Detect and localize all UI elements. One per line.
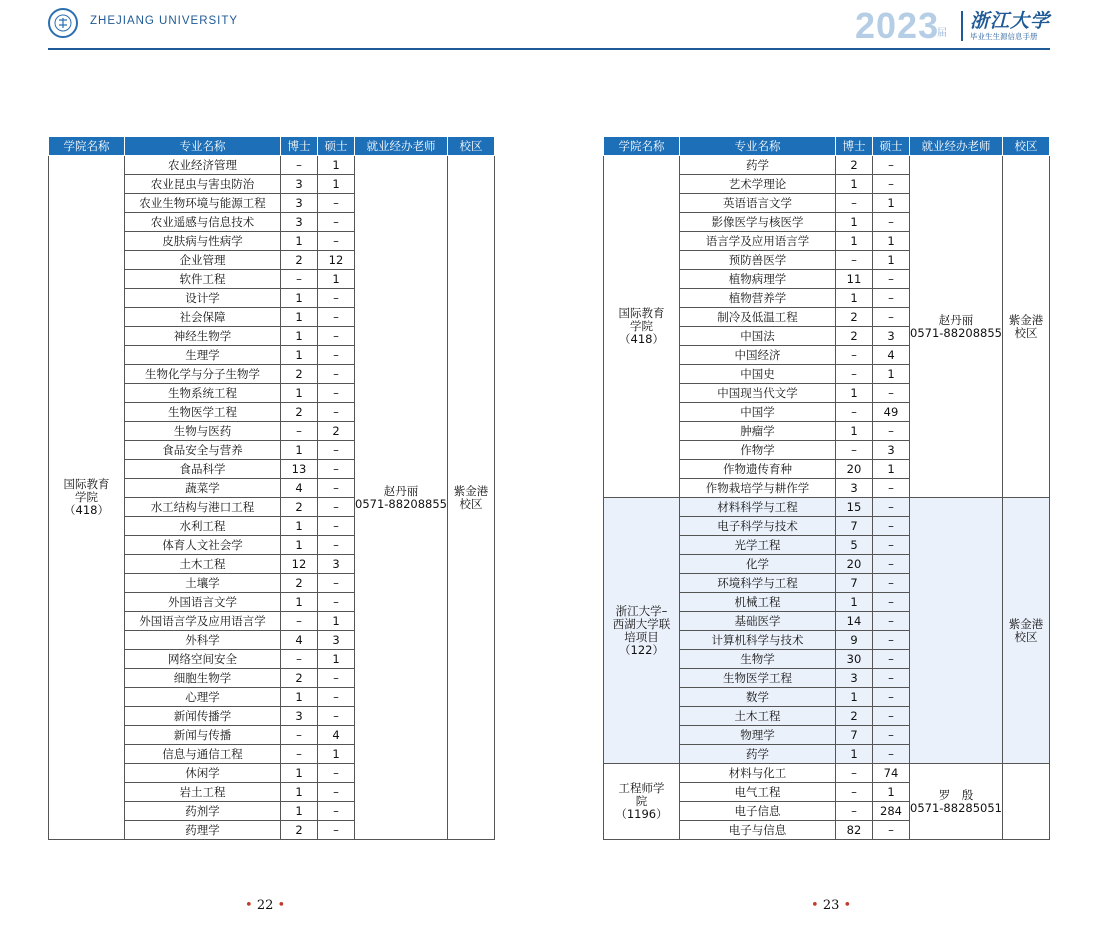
master-count-cell: – xyxy=(318,232,355,251)
major-cell: 社会保障 xyxy=(125,308,281,327)
master-count-cell: – xyxy=(318,213,355,232)
column-header: 校区 xyxy=(1003,137,1050,156)
major-cell: 生物系统工程 xyxy=(125,384,281,403)
major-cell: 生物与医药 xyxy=(125,422,281,441)
major-cell: 基础医学 xyxy=(680,612,836,631)
college-cell: 国际教育 学院 （418） xyxy=(604,156,680,498)
column-header: 博士 xyxy=(281,137,318,156)
edition-year: 2023 xyxy=(855,5,940,46)
master-count-cell: 74 xyxy=(873,764,910,783)
master-count-cell: 1 xyxy=(873,460,910,479)
major-cell: 企业管理 xyxy=(125,251,281,270)
phd-count-cell: 1 xyxy=(836,745,873,764)
table-row xyxy=(49,156,495,175)
master-count-cell: – xyxy=(873,536,910,555)
column-header: 就业经办老师 xyxy=(910,137,1003,156)
master-count-cell: 1 xyxy=(318,650,355,669)
phd-count-cell: – xyxy=(281,726,318,745)
major-cell: 电子与信息 xyxy=(680,821,836,840)
major-cell: 制冷及低温工程 xyxy=(680,308,836,327)
page-number-right: • 23 • xyxy=(811,898,852,913)
master-count-cell: – xyxy=(873,384,910,403)
master-count-cell: – xyxy=(318,479,355,498)
phd-count-cell: 1 xyxy=(281,802,318,821)
right-page-table xyxy=(603,136,1050,840)
master-count-cell: – xyxy=(873,422,910,441)
master-count-cell: – xyxy=(873,498,910,517)
major-cell: 农业生物环境与能源工程 xyxy=(125,194,281,213)
major-cell: 数学 xyxy=(680,688,836,707)
major-cell: 植物病理学 xyxy=(680,270,836,289)
handbook-subtitle: 毕业生生源信息手册 xyxy=(970,32,1038,41)
major-cell: 蔬菜学 xyxy=(125,479,281,498)
master-count-cell: 2 xyxy=(318,422,355,441)
master-count-cell: 3 xyxy=(318,631,355,650)
phd-count-cell: 3 xyxy=(281,213,318,232)
phd-count-cell: 2 xyxy=(836,707,873,726)
master-count-cell: 3 xyxy=(318,555,355,574)
master-count-cell: – xyxy=(873,213,910,232)
phd-count-cell: 1 xyxy=(281,441,318,460)
phd-count-cell: 1 xyxy=(281,536,318,555)
major-cell: 中国现当代文学 xyxy=(680,384,836,403)
major-cell: 作物栽培学与耕作学 xyxy=(680,479,836,498)
master-count-cell: – xyxy=(318,384,355,403)
master-count-cell: 3 xyxy=(873,327,910,346)
major-cell: 生物医学工程 xyxy=(680,669,836,688)
master-count-cell: 1 xyxy=(318,745,355,764)
college-cell: 浙江大学– 西湖大学联 培项目 （122） xyxy=(604,498,680,764)
phd-count-cell: 4 xyxy=(281,479,318,498)
phd-count-cell: 1 xyxy=(836,175,873,194)
master-count-cell: – xyxy=(318,821,355,840)
header-rule xyxy=(48,48,1050,50)
major-cell: 新闻传播学 xyxy=(125,707,281,726)
master-count-cell: 1 xyxy=(318,270,355,289)
major-cell: 材料科学与工程 xyxy=(680,498,836,517)
table-row xyxy=(604,764,1050,783)
master-count-cell: – xyxy=(873,555,910,574)
major-cell: 生物学 xyxy=(680,650,836,669)
teacher-cell xyxy=(910,498,1003,764)
phd-count-cell: 1 xyxy=(281,783,318,802)
master-count-cell: – xyxy=(873,707,910,726)
phd-count-cell: – xyxy=(281,422,318,441)
phd-count-cell: – xyxy=(836,441,873,460)
master-count-cell: 1 xyxy=(318,175,355,194)
major-cell: 光学工程 xyxy=(680,536,836,555)
phd-count-cell: 1 xyxy=(281,289,318,308)
master-count-cell: – xyxy=(318,517,355,536)
phd-count-cell: – xyxy=(836,764,873,783)
phd-count-cell: 3 xyxy=(281,707,318,726)
campus-cell xyxy=(1003,764,1050,840)
master-count-cell: – xyxy=(318,764,355,783)
master-count-cell: 1 xyxy=(318,612,355,631)
master-count-cell: 1 xyxy=(873,251,910,270)
major-cell: 生物医学工程 xyxy=(125,403,281,422)
phd-count-cell: 1 xyxy=(281,593,318,612)
campus-cell: 紫金港 校区 xyxy=(448,156,495,840)
major-cell: 药学 xyxy=(680,156,836,175)
phd-count-cell: 1 xyxy=(836,289,873,308)
major-cell: 作物遗传育种 xyxy=(680,460,836,479)
major-cell: 水工结构与港口工程 xyxy=(125,498,281,517)
major-cell: 休闲学 xyxy=(125,764,281,783)
master-count-cell: – xyxy=(873,270,910,289)
master-count-cell: – xyxy=(318,327,355,346)
phd-count-cell: 82 xyxy=(836,821,873,840)
column-header: 学院名称 xyxy=(604,137,680,156)
major-cell: 中国学 xyxy=(680,403,836,422)
major-cell: 电子科学与技术 xyxy=(680,517,836,536)
phd-count-cell: 1 xyxy=(836,213,873,232)
major-cell: 岩土工程 xyxy=(125,783,281,802)
master-count-cell: – xyxy=(318,460,355,479)
column-header: 就业经办老师 xyxy=(355,137,448,156)
phd-count-cell: 15 xyxy=(836,498,873,517)
major-cell: 药剂学 xyxy=(125,802,281,821)
master-count-cell: – xyxy=(873,650,910,669)
edition-suffix: 届 xyxy=(937,28,947,39)
phd-count-cell: 1 xyxy=(281,384,318,403)
phd-count-cell: 2 xyxy=(281,251,318,270)
major-cell: 语言学及应用语言学 xyxy=(680,232,836,251)
master-count-cell: – xyxy=(873,175,910,194)
major-cell: 机械工程 xyxy=(680,593,836,612)
major-cell: 植物营养学 xyxy=(680,289,836,308)
major-cell: 计算机科学与技术 xyxy=(680,631,836,650)
master-count-cell: – xyxy=(873,308,910,327)
major-cell: 农业昆虫与害虫防治 xyxy=(125,175,281,194)
phd-count-cell: 2 xyxy=(281,669,318,688)
phd-count-cell: – xyxy=(836,403,873,422)
master-count-cell: – xyxy=(873,517,910,536)
major-cell: 食品安全与营养 xyxy=(125,441,281,460)
brand-calligraphy-logo: 浙江大学 xyxy=(970,10,1051,32)
master-count-cell: 12 xyxy=(318,251,355,270)
phd-count-cell: 1 xyxy=(836,232,873,251)
major-cell: 设计学 xyxy=(125,289,281,308)
phd-count-cell: 3 xyxy=(281,194,318,213)
major-cell: 材料与化工 xyxy=(680,764,836,783)
column-header: 硕士 xyxy=(873,137,910,156)
phd-count-cell: 3 xyxy=(281,175,318,194)
phd-count-cell: 4 xyxy=(281,631,318,650)
college-cell: 工程师学 院 （1196） xyxy=(604,764,680,840)
master-count-cell: – xyxy=(318,194,355,213)
master-count-cell: – xyxy=(318,536,355,555)
major-cell: 土木工程 xyxy=(680,707,836,726)
master-count-cell: – xyxy=(318,688,355,707)
master-count-cell: – xyxy=(873,156,910,175)
phd-count-cell: 3 xyxy=(836,669,873,688)
phd-count-cell: 2 xyxy=(281,498,318,517)
column-header: 专业名称 xyxy=(125,137,281,156)
campus-cell: 紫金港 校区 xyxy=(1003,498,1050,764)
column-header: 博士 xyxy=(836,137,873,156)
master-count-cell: – xyxy=(318,707,355,726)
major-cell: 电气工程 xyxy=(680,783,836,802)
master-count-cell: – xyxy=(873,631,910,650)
major-cell: 土木工程 xyxy=(125,555,281,574)
phd-count-cell: 2 xyxy=(281,574,318,593)
phd-count-cell: – xyxy=(836,251,873,270)
master-count-cell: – xyxy=(873,821,910,840)
teacher-cell: 赵丹丽 0571-88208855 xyxy=(355,156,448,840)
college-cell: 国际教育 学院 （418） xyxy=(49,156,125,840)
phd-count-cell: 1 xyxy=(281,308,318,327)
major-cell: 土壤学 xyxy=(125,574,281,593)
major-cell: 生物化学与分子生物学 xyxy=(125,365,281,384)
page-header xyxy=(0,0,1097,56)
phd-count-cell: 1 xyxy=(836,593,873,612)
major-cell: 农业遥感与信息技术 xyxy=(125,213,281,232)
phd-count-cell: 1 xyxy=(281,517,318,536)
master-count-cell: – xyxy=(318,574,355,593)
master-count-cell: – xyxy=(318,669,355,688)
master-count-cell: 1 xyxy=(318,156,355,175)
header-divider xyxy=(961,11,963,41)
master-count-cell: – xyxy=(318,802,355,821)
column-header: 学院名称 xyxy=(49,137,125,156)
phd-count-cell: – xyxy=(281,612,318,631)
major-cell: 农业经济管理 xyxy=(125,156,281,175)
major-cell: 中国法 xyxy=(680,327,836,346)
phd-count-cell: 1 xyxy=(281,232,318,251)
phd-count-cell: – xyxy=(281,156,318,175)
phd-count-cell: 12 xyxy=(281,555,318,574)
phd-count-cell: 13 xyxy=(281,460,318,479)
phd-count-cell: 1 xyxy=(281,688,318,707)
table-row xyxy=(604,498,1050,517)
university-name: ZHEJIANG UNIVERSITY xyxy=(90,15,239,27)
column-header: 校区 xyxy=(448,137,495,156)
master-count-cell: – xyxy=(318,289,355,308)
master-count-cell: – xyxy=(318,498,355,517)
column-header: 专业名称 xyxy=(680,137,836,156)
master-count-cell: 1 xyxy=(873,232,910,251)
phd-count-cell: – xyxy=(836,346,873,365)
phd-count-cell: 7 xyxy=(836,574,873,593)
master-count-cell: – xyxy=(318,441,355,460)
table-header-row xyxy=(604,137,1050,156)
phd-count-cell: 1 xyxy=(281,346,318,365)
phd-count-cell: – xyxy=(836,802,873,821)
phd-count-cell: 2 xyxy=(281,821,318,840)
phd-count-cell: 30 xyxy=(836,650,873,669)
major-cell: 英语语言文学 xyxy=(680,194,836,213)
major-cell: 物理学 xyxy=(680,726,836,745)
phd-count-cell: – xyxy=(281,270,318,289)
phd-count-cell: – xyxy=(281,745,318,764)
major-cell: 网络空间安全 xyxy=(125,650,281,669)
master-count-cell: 3 xyxy=(873,441,910,460)
master-count-cell: – xyxy=(318,308,355,327)
master-count-cell: – xyxy=(873,612,910,631)
phd-count-cell: 11 xyxy=(836,270,873,289)
master-count-cell: 284 xyxy=(873,802,910,821)
master-count-cell: 1 xyxy=(873,365,910,384)
master-count-cell: 4 xyxy=(873,346,910,365)
major-cell: 药学 xyxy=(680,745,836,764)
phd-count-cell: 1 xyxy=(836,688,873,707)
master-count-cell: 1 xyxy=(873,194,910,213)
master-count-cell: – xyxy=(873,479,910,498)
major-cell: 预防兽医学 xyxy=(680,251,836,270)
major-cell: 新闻与传播 xyxy=(125,726,281,745)
master-count-cell: – xyxy=(318,783,355,802)
phd-count-cell: – xyxy=(281,650,318,669)
phd-count-cell: 2 xyxy=(836,156,873,175)
campus-cell: 紫金港 校区 xyxy=(1003,156,1050,498)
master-count-cell: – xyxy=(318,403,355,422)
phd-count-cell: – xyxy=(836,194,873,213)
major-cell: 生理学 xyxy=(125,346,281,365)
major-cell: 作物学 xyxy=(680,441,836,460)
phd-count-cell: 1 xyxy=(281,764,318,783)
master-count-cell: 1 xyxy=(873,783,910,802)
master-count-cell: – xyxy=(873,726,910,745)
master-count-cell: – xyxy=(873,593,910,612)
phd-count-cell: 14 xyxy=(836,612,873,631)
teacher-cell: 罗 殷 0571-88285051 xyxy=(910,764,1003,840)
left-page-table xyxy=(48,136,495,840)
phd-count-cell: 1 xyxy=(836,384,873,403)
major-cell: 信息与通信工程 xyxy=(125,745,281,764)
phd-count-cell: 20 xyxy=(836,460,873,479)
teacher-cell: 赵丹丽 0571-88208855 xyxy=(910,156,1003,498)
major-cell: 外国语言学及应用语言学 xyxy=(125,612,281,631)
master-count-cell: – xyxy=(318,346,355,365)
major-cell: 化学 xyxy=(680,555,836,574)
master-count-cell: – xyxy=(873,289,910,308)
phd-count-cell: 9 xyxy=(836,631,873,650)
major-cell: 体育人文社会学 xyxy=(125,536,281,555)
major-cell: 肿瘤学 xyxy=(680,422,836,441)
major-cell: 药理学 xyxy=(125,821,281,840)
major-cell: 环境科学与工程 xyxy=(680,574,836,593)
phd-count-cell: – xyxy=(836,365,873,384)
phd-count-cell: 2 xyxy=(281,403,318,422)
master-count-cell: – xyxy=(873,574,910,593)
major-cell: 心理学 xyxy=(125,688,281,707)
major-cell: 水利工程 xyxy=(125,517,281,536)
major-cell: 神经生物学 xyxy=(125,327,281,346)
phd-count-cell: 7 xyxy=(836,726,873,745)
column-header: 硕士 xyxy=(318,137,355,156)
major-cell: 中国经济 xyxy=(680,346,836,365)
phd-count-cell: 1 xyxy=(836,422,873,441)
major-cell: 食品科学 xyxy=(125,460,281,479)
master-count-cell: – xyxy=(873,669,910,688)
page-number-left: • 22 • xyxy=(245,898,286,913)
phd-count-cell: – xyxy=(836,783,873,802)
major-cell: 影像医学与核医学 xyxy=(680,213,836,232)
phd-count-cell: 2 xyxy=(836,308,873,327)
major-cell: 电子信息 xyxy=(680,802,836,821)
major-cell: 皮肤病与性病学 xyxy=(125,232,281,251)
phd-count-cell: 20 xyxy=(836,555,873,574)
major-cell: 外国语言文学 xyxy=(125,593,281,612)
phd-count-cell: 2 xyxy=(836,327,873,346)
phd-count-cell: 7 xyxy=(836,517,873,536)
master-count-cell: – xyxy=(873,688,910,707)
table-header-row xyxy=(49,137,495,156)
master-count-cell: 49 xyxy=(873,403,910,422)
phd-count-cell: 2 xyxy=(281,365,318,384)
major-cell: 软件工程 xyxy=(125,270,281,289)
master-count-cell: 4 xyxy=(318,726,355,745)
phd-count-cell: 1 xyxy=(281,327,318,346)
university-seal-icon xyxy=(48,8,78,38)
master-count-cell: – xyxy=(873,745,910,764)
major-cell: 外科学 xyxy=(125,631,281,650)
major-cell: 细胞生物学 xyxy=(125,669,281,688)
master-count-cell: – xyxy=(318,365,355,384)
master-count-cell: – xyxy=(318,593,355,612)
table-row xyxy=(604,156,1050,175)
phd-count-cell: 3 xyxy=(836,479,873,498)
major-cell: 艺术学理论 xyxy=(680,175,836,194)
phd-count-cell: 5 xyxy=(836,536,873,555)
major-cell: 中国史 xyxy=(680,365,836,384)
